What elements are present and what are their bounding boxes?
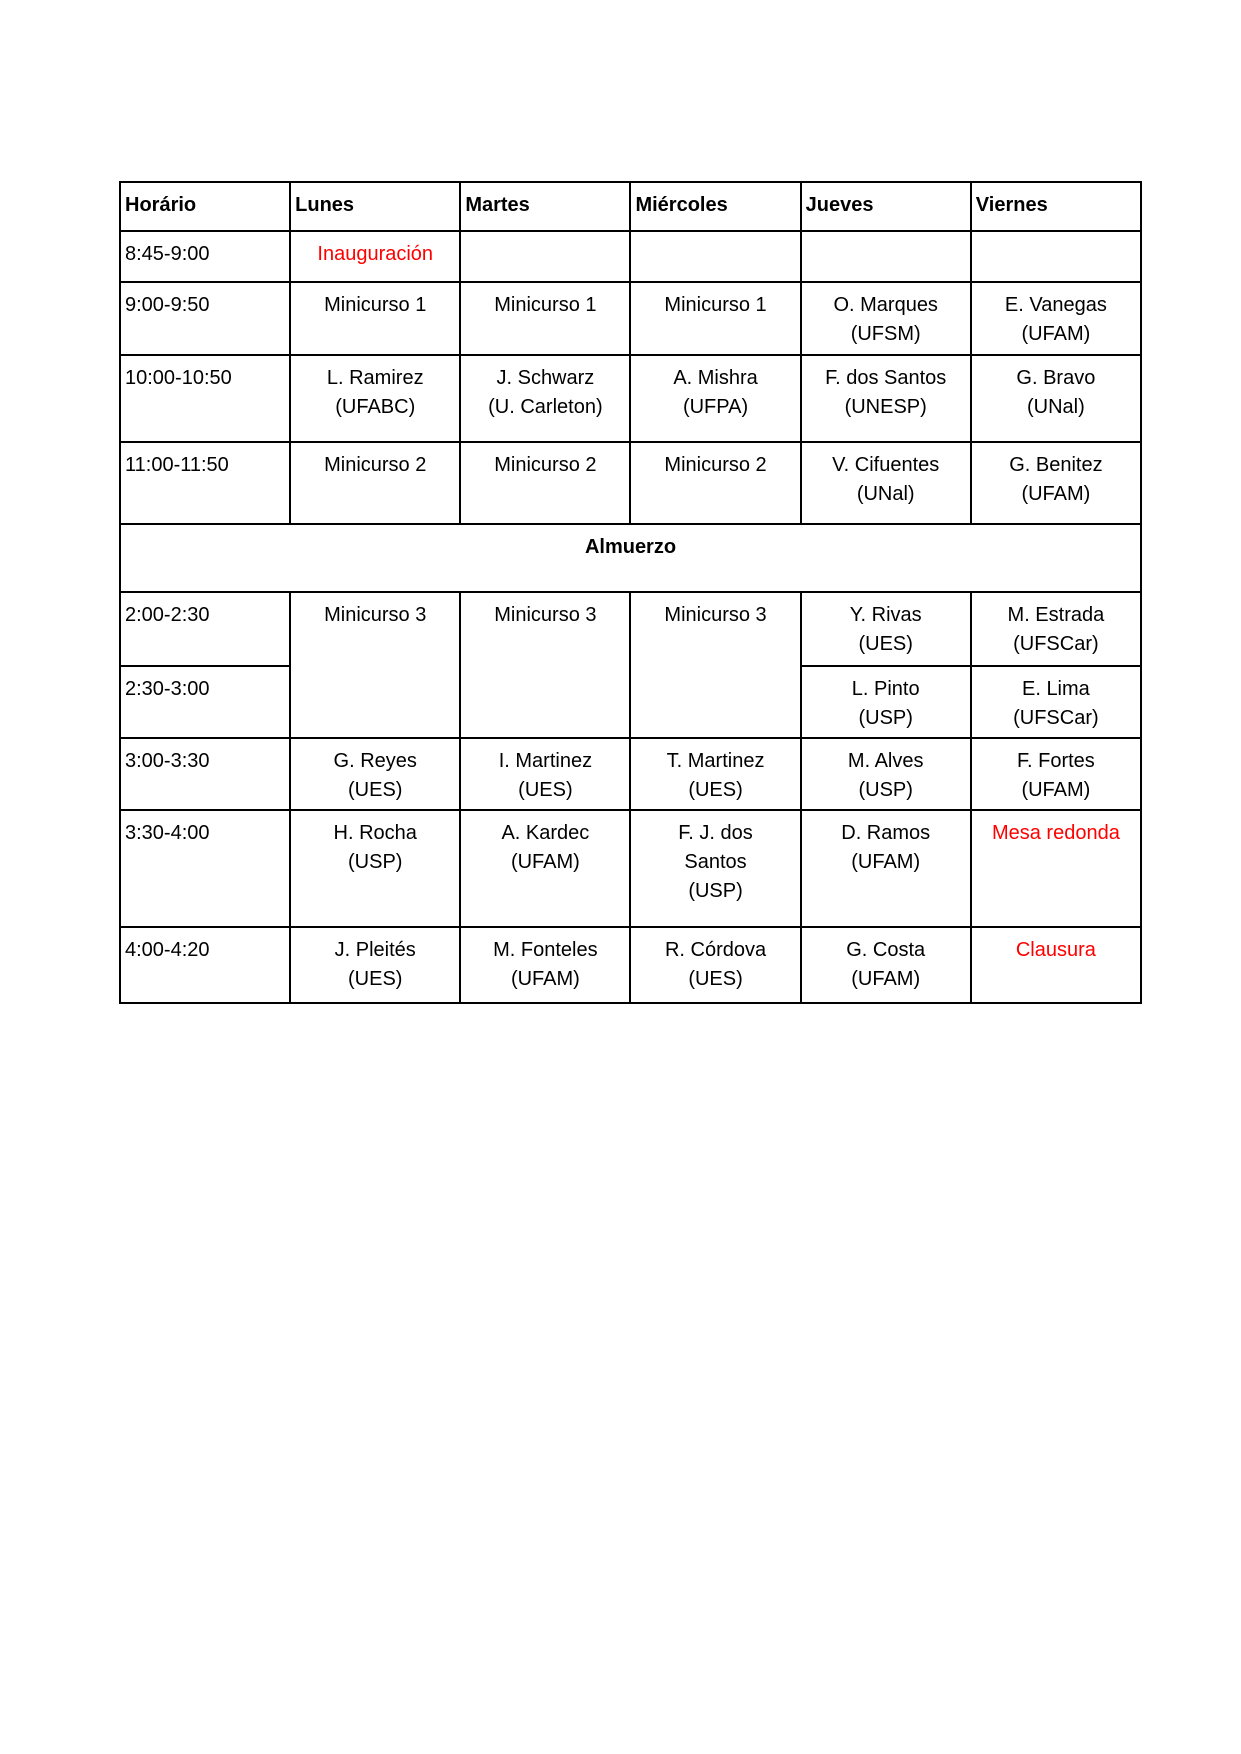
speaker-affiliation: (USP) bbox=[858, 707, 913, 729]
speaker-cell-jueves-230 bbox=[801, 666, 971, 738]
header-jueves: Jueves bbox=[801, 182, 971, 231]
speaker-affiliation: (UFAM) bbox=[1021, 323, 1091, 345]
speaker-affiliation: (UFAM) bbox=[1021, 779, 1091, 801]
empty-cell bbox=[460, 231, 630, 282]
speaker-name: F. dos Santos bbox=[825, 367, 947, 389]
speaker-name: E. Vanegas bbox=[1004, 294, 1107, 316]
speaker-name: G. Benitez bbox=[1009, 454, 1103, 476]
speaker-name: J. Schwarz bbox=[496, 367, 595, 389]
speaker-affiliation: (UFSM) bbox=[850, 323, 921, 345]
speaker-affiliation: (UES) bbox=[348, 968, 403, 990]
speaker-affiliation: (USP) bbox=[348, 851, 403, 873]
speaker-cell-lunes-300 bbox=[290, 738, 460, 810]
speaker-affiliation: (UFAM) bbox=[851, 968, 921, 990]
row-330 bbox=[120, 810, 1141, 927]
empty-cell bbox=[630, 231, 800, 282]
cell-mini1-martes: Minicurso 1 bbox=[460, 282, 630, 355]
speaker-affiliation: (U. Carleton) bbox=[488, 396, 603, 418]
speaker-name: I. Martinez bbox=[498, 750, 593, 772]
speaker-affiliation: (UFAM) bbox=[510, 851, 580, 873]
speaker-cell-jueves-900 bbox=[801, 282, 971, 355]
speaker-name: M. Alves bbox=[847, 750, 924, 772]
speaker-affiliation: (UFABC) bbox=[335, 396, 416, 418]
speaker-affiliation: (UFAM) bbox=[851, 851, 921, 873]
speaker-cell-jueves-200 bbox=[801, 592, 971, 666]
speaker-cell-martes-400 bbox=[460, 927, 630, 1003]
row-1100 bbox=[120, 442, 1141, 524]
speaker-cell-viernes-200 bbox=[971, 592, 1141, 666]
speaker-cell-miercoles-400 bbox=[630, 927, 800, 1003]
header-lunes: Lunes bbox=[290, 182, 460, 231]
speaker-cell-miercoles-300 bbox=[630, 738, 800, 810]
speaker-cell-viernes-300 bbox=[971, 738, 1141, 810]
speaker-affiliation: (UFPA) bbox=[682, 396, 749, 418]
speaker-cell-viernes-1000 bbox=[971, 355, 1141, 442]
speaker-affiliation: (UNESP) bbox=[844, 396, 927, 418]
speaker-cell-lunes-1000 bbox=[290, 355, 460, 442]
speaker-name: G. Costa bbox=[846, 939, 926, 961]
speaker-name: F. Fortes bbox=[1016, 750, 1095, 772]
speaker-name: G. Reyes bbox=[333, 750, 417, 772]
speaker-name: H. Rocha bbox=[333, 822, 417, 844]
speaker-affiliation: (USP) bbox=[688, 880, 743, 902]
speaker-affiliation: (UES) bbox=[518, 779, 573, 801]
event-clausura: Clausura bbox=[971, 927, 1141, 1003]
header-row bbox=[120, 182, 1141, 231]
time-cell-900: 9:00-9:50 bbox=[120, 282, 290, 355]
speaker-name: L. Ramirez bbox=[326, 367, 424, 389]
speaker-cell-miercoles-1000 bbox=[630, 355, 800, 442]
speaker-affiliation: (UES) bbox=[688, 779, 743, 801]
speaker-affiliation: (UFAM) bbox=[1021, 483, 1091, 505]
header-viernes: Viernes bbox=[971, 182, 1141, 231]
header-martes: Martes bbox=[460, 182, 630, 231]
event-inauguracion: Inauguración bbox=[290, 231, 460, 282]
speaker-name: L. Pinto bbox=[851, 678, 920, 700]
row-300 bbox=[120, 738, 1141, 810]
speaker-affiliation: (UES) bbox=[348, 779, 403, 801]
speaker-affiliation: (UFSCar) bbox=[1013, 707, 1099, 729]
speaker-name: F. J. dos bbox=[678, 822, 753, 844]
speaker-cell-lunes-330 bbox=[290, 810, 460, 927]
header-miercoles: Miércoles bbox=[630, 182, 800, 231]
time-cell-845: 8:45-9:00 bbox=[120, 231, 290, 282]
cell-mini1-lunes: Minicurso 1 bbox=[290, 282, 460, 355]
cell-mini2-martes: Minicurso 2 bbox=[460, 442, 630, 524]
speaker-cell-martes-300 bbox=[460, 738, 630, 810]
schedule-table bbox=[119, 181, 1142, 1004]
time-cell-1100: 11:00-11:50 bbox=[120, 442, 290, 524]
speaker-cell-viernes-1100 bbox=[971, 442, 1141, 524]
speaker-cell-jueves-330 bbox=[801, 810, 971, 927]
speaker-name: J. Pleités bbox=[334, 939, 416, 961]
speaker-affiliation: (UFSCar) bbox=[1013, 633, 1099, 655]
cell-mini1-miercoles: Minicurso 1 bbox=[630, 282, 800, 355]
speaker-affiliation: (UES) bbox=[688, 968, 743, 990]
row-opening bbox=[120, 231, 1141, 282]
speaker-cell-miercoles-330 bbox=[630, 810, 800, 927]
speaker-affiliation: (UFAM) bbox=[510, 968, 580, 990]
cell-mini3-martes: Minicurso 3 bbox=[460, 592, 630, 738]
cell-mini2-lunes: Minicurso 2 bbox=[290, 442, 460, 524]
speaker-name: T. Martinez bbox=[666, 750, 765, 772]
speaker-name: A. Kardec bbox=[501, 822, 590, 844]
speaker-cell-viernes-900 bbox=[971, 282, 1141, 355]
speaker-cell-martes-330 bbox=[460, 810, 630, 927]
time-cell-1000: 10:00-10:50 bbox=[120, 355, 290, 442]
speaker-cell-jueves-300 bbox=[801, 738, 971, 810]
speaker-affiliation: (UES) bbox=[858, 633, 913, 655]
event-mesa-redonda: Mesa redonda bbox=[971, 810, 1141, 927]
row-900 bbox=[120, 282, 1141, 355]
header-horario: Horário bbox=[120, 182, 290, 231]
time-cell-200: 2:00-2:30 bbox=[120, 592, 290, 666]
empty-cell bbox=[801, 231, 971, 282]
lunch-cell: Almuerzo bbox=[120, 524, 1141, 592]
speaker-name: A. Mishra bbox=[673, 367, 758, 389]
time-cell-300: 3:00-3:30 bbox=[120, 738, 290, 810]
row-1000 bbox=[120, 355, 1141, 442]
row-200 bbox=[120, 592, 1141, 666]
empty-cell bbox=[971, 231, 1141, 282]
row-lunch bbox=[120, 524, 1141, 592]
speaker-affiliation: (UNal) bbox=[1027, 396, 1085, 418]
speaker-cell-viernes-230 bbox=[971, 666, 1141, 738]
speaker-cell-lunes-400 bbox=[290, 927, 460, 1003]
speaker-name: G. Bravo bbox=[1016, 367, 1096, 389]
speaker-cell-jueves-1100 bbox=[801, 442, 971, 524]
speaker-name: R. Córdova bbox=[664, 939, 767, 961]
speaker-name: E. Lima bbox=[1021, 678, 1090, 700]
speaker-cell-martes-1000 bbox=[460, 355, 630, 442]
row-400 bbox=[120, 927, 1141, 1003]
time-cell-400: 4:00-4:20 bbox=[120, 927, 290, 1003]
speaker-name: M. Fonteles bbox=[493, 939, 598, 961]
speaker-cell-jueves-1000 bbox=[801, 355, 971, 442]
speaker-name: M. Estrada bbox=[1007, 604, 1105, 626]
speaker-affiliation: (UNal) bbox=[856, 483, 915, 505]
cell-mini3-miercoles: Minicurso 3 bbox=[630, 592, 800, 738]
cell-mini2-miercoles: Minicurso 2 bbox=[630, 442, 800, 524]
speaker-name: Y. Rivas bbox=[849, 604, 922, 626]
speaker-name: O. Marques bbox=[833, 294, 938, 316]
speaker-affiliation: (USP) bbox=[858, 779, 913, 801]
time-cell-230: 2:30-3:00 bbox=[120, 666, 290, 738]
speaker-name: D. Ramos bbox=[841, 822, 931, 844]
cell-mini3-lunes: Minicurso 3 bbox=[290, 592, 460, 738]
time-cell-330: 3:30-4:00 bbox=[120, 810, 290, 927]
speaker-cell-jueves-400 bbox=[801, 927, 971, 1003]
speaker-name: V. Cifuentes bbox=[832, 454, 940, 476]
speaker-name: Santos bbox=[684, 851, 747, 873]
